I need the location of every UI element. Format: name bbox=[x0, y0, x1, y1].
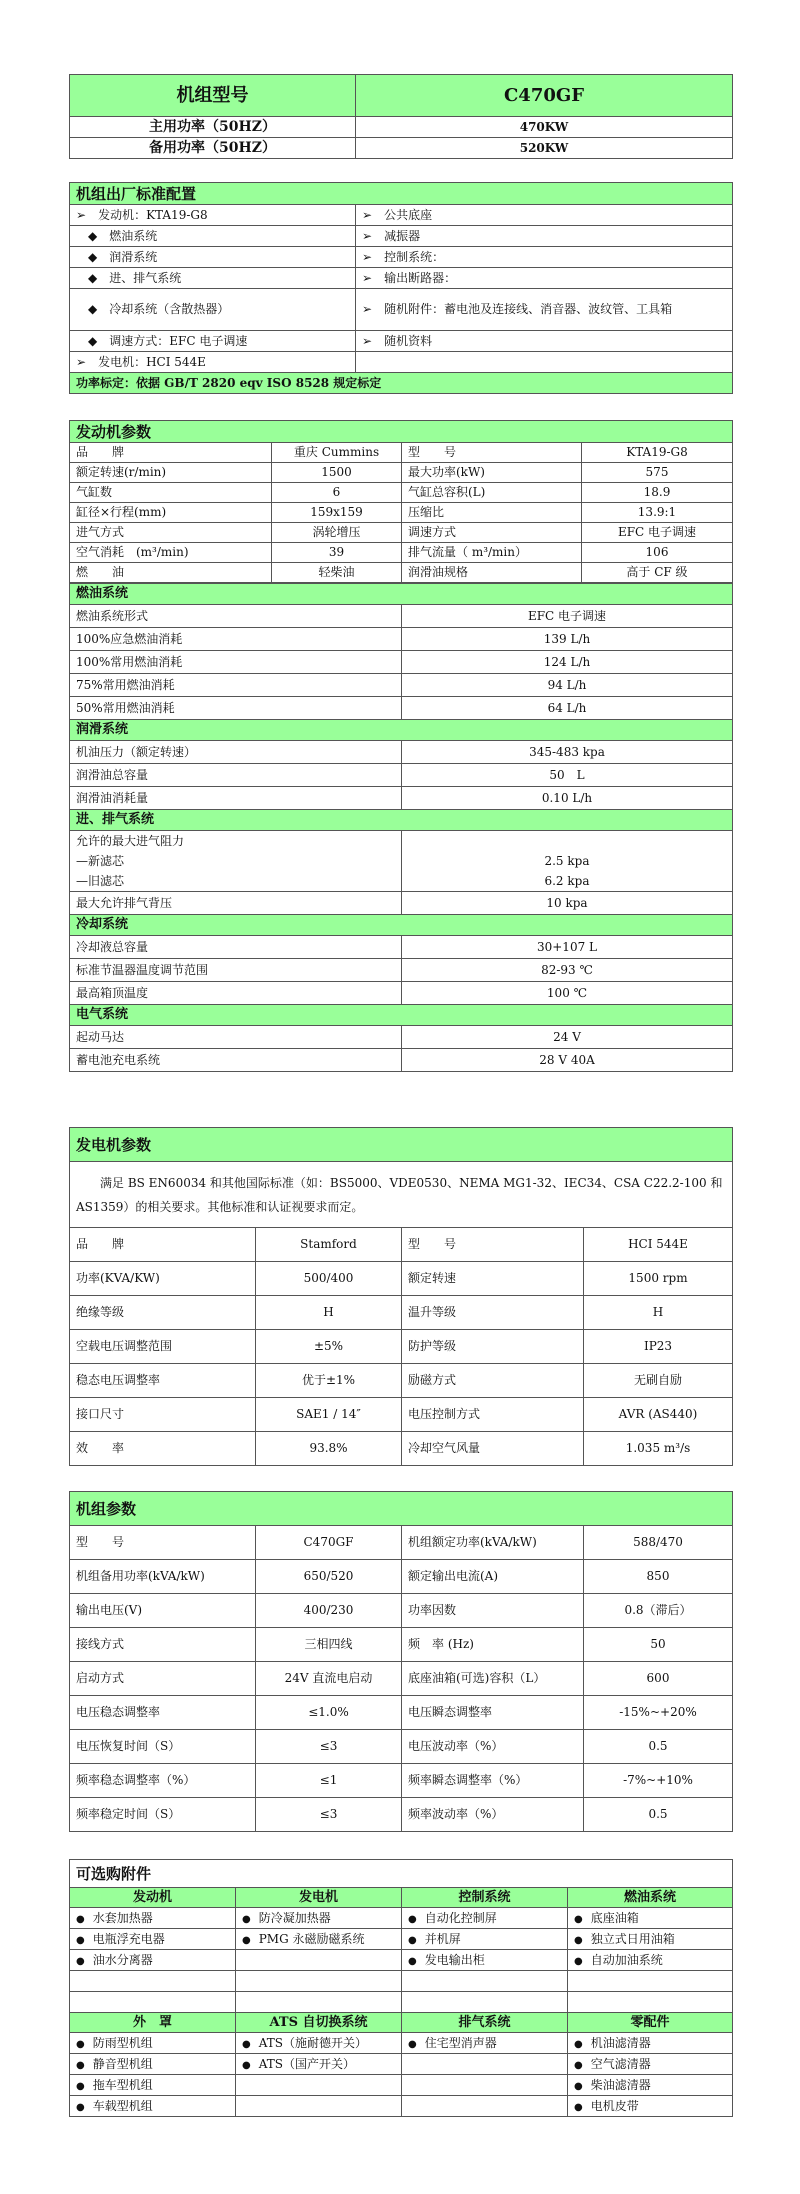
lube-label: 机油压力（额定转速） bbox=[70, 741, 402, 764]
engine-row bbox=[70, 463, 733, 483]
option-item bbox=[568, 2096, 733, 2117]
factory-item: ➢ 控制系统： bbox=[356, 247, 733, 268]
option-item bbox=[236, 1929, 402, 1950]
alt-param-label: 型 号 bbox=[402, 1228, 584, 1262]
alt-param-label: 接口尺寸 bbox=[70, 1398, 256, 1432]
genset-param-value: 0.8（滞后） bbox=[584, 1594, 733, 1628]
bullet-icon: ● bbox=[242, 1934, 251, 1946]
option-item bbox=[70, 2054, 236, 2075]
option-item-label: 电瓶浮充电器 bbox=[92, 1931, 165, 1946]
engine-param-label: 缸径×行程(mm) bbox=[70, 503, 272, 523]
factory-item bbox=[356, 352, 733, 373]
genset-param-value: -15%~+20% bbox=[584, 1696, 733, 1730]
option-item bbox=[236, 2096, 402, 2117]
standby-power-label: 备用功率（50HZ） bbox=[70, 138, 356, 159]
engine-param-label: 空气消耗 (m³/min) bbox=[70, 543, 272, 563]
factory-item: ➢ 减振器 bbox=[356, 226, 733, 247]
options-header: 控制系统 bbox=[402, 1888, 568, 1908]
option-item bbox=[236, 2075, 402, 2096]
fuel-label: 燃油系统形式 bbox=[70, 605, 402, 628]
alt-param-label: 温升等级 bbox=[402, 1296, 584, 1330]
genset-param-value: 600 bbox=[584, 1662, 733, 1696]
bullet-icon: ● bbox=[242, 1913, 251, 1925]
bullet-icon: ● bbox=[76, 1913, 85, 1925]
genset-param-label: 额定输出电流(A) bbox=[402, 1560, 584, 1594]
bullet-icon: ● bbox=[574, 2038, 583, 2050]
cooling-system-title: 冷却系统 bbox=[70, 915, 733, 936]
options-block bbox=[69, 1859, 733, 2117]
factory-item: ➢ 发电机：HCI 544E bbox=[70, 352, 356, 373]
engine-title: 发动机参数 bbox=[70, 421, 733, 443]
factory-item: ◆ 进、排气系统 bbox=[70, 268, 356, 289]
genset-param-label: 电压瞬态调整率 bbox=[402, 1696, 584, 1730]
genset-param-value: 588/470 bbox=[584, 1526, 733, 1560]
bullet-icon: ● bbox=[76, 2059, 85, 2071]
options-header: ATS 自切换系统 bbox=[236, 2013, 402, 2033]
alt-param-label: 绝缘等级 bbox=[70, 1296, 256, 1330]
exhaust-backpressure-label: 最大允许排气背压 bbox=[70, 892, 402, 915]
bullet-icon: ● bbox=[408, 2038, 417, 2050]
intake-restriction-text: 允许的最大进气阻力 bbox=[76, 834, 185, 848]
bullet-icon: ● bbox=[76, 1955, 85, 1967]
engine-param-value: 高于 CF 级 bbox=[582, 563, 733, 583]
power-rating-note: 功率标定：依据 GB/T 2820 eqv ISO 8528 规定标定 bbox=[70, 373, 733, 394]
model-block bbox=[69, 74, 733, 159]
genset-param-value: 24V 直流电启动 bbox=[256, 1662, 402, 1696]
option-item-label: 防雨型机组 bbox=[92, 2035, 153, 2050]
option-item bbox=[236, 1950, 402, 1971]
alt-param-label: 励磁方式 bbox=[402, 1364, 584, 1398]
options-header: 发动机 bbox=[70, 1888, 236, 1908]
alt-param-label: 防护等级 bbox=[402, 1330, 584, 1364]
standby-power-value: 520KW bbox=[356, 138, 733, 159]
bullet-icon: ● bbox=[408, 1955, 417, 1967]
options-header: 零配件 bbox=[568, 2013, 733, 2033]
engine-param-label: 型 号 bbox=[402, 443, 582, 463]
alt-param-value: 1500 rpm bbox=[584, 1262, 733, 1296]
option-item bbox=[402, 2096, 568, 2117]
bullet-icon: ● bbox=[76, 1934, 85, 1946]
options-row bbox=[70, 2075, 733, 2096]
bullet-icon: ● bbox=[76, 2080, 85, 2092]
genset-param-label: 电压波动率（%） bbox=[402, 1730, 584, 1764]
alt-param-value: 500/400 bbox=[256, 1262, 402, 1296]
bullet-icon: ● bbox=[574, 1913, 583, 1925]
old-filter-value: 6.2 kpa bbox=[544, 874, 590, 888]
option-item bbox=[402, 2054, 568, 2075]
alt-param-value: AVR (AS440) bbox=[584, 1398, 733, 1432]
genset-param-value: ≤1.0% bbox=[256, 1696, 402, 1730]
option-item bbox=[70, 1929, 236, 1950]
engine-param-label: 燃 油 bbox=[70, 563, 272, 583]
option-item-label: 机油滤清器 bbox=[590, 2035, 651, 2050]
option-item-label: 静音型机组 bbox=[92, 2056, 153, 2071]
engine-param-value: 13.9:1 bbox=[582, 503, 733, 523]
lube-label: 润滑油消耗量 bbox=[70, 787, 402, 810]
option-item-label: ATS（国产开关） bbox=[258, 2056, 355, 2071]
option-item-label: 车载型机组 bbox=[92, 2098, 153, 2113]
model-value: C470GF bbox=[356, 75, 733, 117]
engine-param-value: 575 bbox=[582, 463, 733, 483]
engine-param-value: 涡轮增压 bbox=[272, 523, 402, 543]
factory-item: ◆ 冷却系统（含散热器） bbox=[70, 289, 356, 331]
engine-param-value: 重庆 Cummins bbox=[272, 443, 402, 463]
factory-config-title: 机组出厂标准配置 bbox=[70, 183, 733, 205]
alt-param-value: Stamford bbox=[256, 1228, 402, 1262]
alt-param-label: 额定转速 bbox=[402, 1262, 584, 1296]
option-item bbox=[402, 1908, 568, 1929]
exhaust-backpressure-value: 10 kpa bbox=[402, 892, 733, 915]
factory-item: ➢ 随机附件：蓄电池及连接线、消音器、波纹管、工具箱 bbox=[356, 289, 733, 331]
cooling-label: 最高箱顶温度 bbox=[70, 982, 402, 1005]
options-row bbox=[70, 1950, 733, 1971]
genset-param-value: 400/230 bbox=[256, 1594, 402, 1628]
options-row bbox=[70, 2033, 733, 2054]
lube-system-title: 润滑系统 bbox=[70, 720, 733, 741]
prime-power-value: 470KW bbox=[356, 117, 733, 138]
cooling-label: 冷却液总容量 bbox=[70, 936, 402, 959]
option-item bbox=[568, 2033, 733, 2054]
option-item bbox=[568, 1929, 733, 1950]
fuel-label: 75%常用燃油消耗 bbox=[70, 674, 402, 697]
cooling-value: 82-93 ℃ bbox=[402, 959, 733, 982]
option-item bbox=[70, 2096, 236, 2117]
bullet-icon: ● bbox=[76, 2101, 85, 2113]
bullet-icon: ● bbox=[574, 1934, 583, 1946]
alt-param-value: SAE1 / 14″ bbox=[256, 1398, 402, 1432]
genset-param-label: 型 号 bbox=[70, 1526, 256, 1560]
bullet-icon: ● bbox=[574, 1955, 583, 1967]
engine-param-label: 最大功率(kW) bbox=[402, 463, 582, 483]
bullet-icon: ● bbox=[242, 2038, 251, 2050]
option-item-label: 电机皮带 bbox=[590, 2098, 639, 2113]
option-item-label: 独立式日用油箱 bbox=[590, 1931, 675, 1946]
option-item bbox=[568, 1950, 733, 1971]
options-title: 可选购附件 bbox=[70, 1860, 733, 1888]
options-header: 燃油系统 bbox=[568, 1888, 733, 1908]
bullet-icon: ● bbox=[574, 2080, 583, 2092]
factory-item: ◆ 润滑系统 bbox=[70, 247, 356, 268]
genset-param-value: ≤3 bbox=[256, 1798, 402, 1832]
engine-param-value: EFC 电子调速 bbox=[582, 523, 733, 543]
engine-row bbox=[70, 563, 733, 583]
genset-param-label: 频率波动率（%） bbox=[402, 1798, 584, 1832]
engine-param-value: 159x159 bbox=[272, 503, 402, 523]
engine-param-value: 106 bbox=[582, 543, 733, 563]
option-item bbox=[236, 1908, 402, 1929]
option-item bbox=[402, 2075, 568, 2096]
electric-value: 24 V bbox=[402, 1026, 733, 1049]
engine-row bbox=[70, 523, 733, 543]
bullet-icon: ● bbox=[242, 2059, 251, 2071]
bullet-icon: ● bbox=[408, 1913, 417, 1925]
alt-param-label: 冷却空气风量 bbox=[402, 1432, 584, 1466]
option-item bbox=[236, 2054, 402, 2075]
genset-param-label: 功率因数 bbox=[402, 1594, 584, 1628]
genset-param-value: 三相四线 bbox=[256, 1628, 402, 1662]
options-header: 排气系统 bbox=[402, 2013, 568, 2033]
alt-param-value: IP23 bbox=[584, 1330, 733, 1364]
genset-param-value: C470GF bbox=[256, 1526, 402, 1560]
new-filter-value: 2.5 kpa bbox=[544, 854, 590, 868]
fuel-label: 100%应急燃油消耗 bbox=[70, 628, 402, 651]
genset-param-value: ≤3 bbox=[256, 1730, 402, 1764]
genset-param-label: 电压稳态调整率 bbox=[70, 1696, 256, 1730]
electric-system-title: 电气系统 bbox=[70, 1005, 733, 1026]
option-item-label: 防冷凝加热器 bbox=[258, 1910, 331, 1925]
lube-label: 润滑油总容量 bbox=[70, 764, 402, 787]
option-item-label: 自动化控制屏 bbox=[424, 1910, 497, 1925]
engine-row bbox=[70, 443, 733, 463]
genset-param-value: 0.5 bbox=[584, 1730, 733, 1764]
prime-power-label: 主用功率（50HZ） bbox=[70, 117, 356, 138]
engine-param-label: 进气方式 bbox=[70, 523, 272, 543]
engine-param-value: 39 bbox=[272, 543, 402, 563]
option-item bbox=[236, 1971, 402, 1992]
genset-param-value: 850 bbox=[584, 1560, 733, 1594]
option-item-label: 拖车型机组 bbox=[92, 2077, 153, 2092]
engine-param-value: 1500 bbox=[272, 463, 402, 483]
engine-block bbox=[69, 420, 733, 1072]
intake-exhaust-title: 进、排气系统 bbox=[70, 810, 733, 831]
bullet-icon: ● bbox=[574, 2059, 583, 2071]
engine-param-label: 气缸总容积(L) bbox=[402, 483, 582, 503]
factory-config-block bbox=[69, 182, 733, 394]
engine-param-label: 调速方式 bbox=[402, 523, 582, 543]
genset-param-label: 输出电压(V) bbox=[70, 1594, 256, 1628]
alt-param-value: HCI 544E bbox=[584, 1228, 733, 1262]
cooling-label: 标准节温器温度调节范围 bbox=[70, 959, 402, 982]
option-item bbox=[70, 2033, 236, 2054]
engine-param-label: 压缩比 bbox=[402, 503, 582, 523]
option-item-label: 油水分离器 bbox=[92, 1952, 153, 1967]
factory-item: ◆ 燃油系统 bbox=[70, 226, 356, 247]
option-item bbox=[236, 2033, 402, 2054]
genset-param-label: 底座油箱(可选)容积（L） bbox=[402, 1662, 584, 1696]
option-item bbox=[568, 1908, 733, 1929]
genset-block bbox=[69, 1491, 733, 1832]
genset-param-label: 机组额定功率(kVA/kW) bbox=[402, 1526, 584, 1560]
bullet-icon: ● bbox=[574, 2101, 583, 2113]
option-item bbox=[70, 1908, 236, 1929]
cooling-value: 30+107 L bbox=[402, 936, 733, 959]
genset-param-label: 接线方式 bbox=[70, 1628, 256, 1662]
model-label: 机组型号 bbox=[70, 75, 356, 117]
options-header: 外 罩 bbox=[70, 2013, 236, 2033]
alternator-description: 满足 BS EN60034 和其他国际标准（如：BS5000、VDE0530、NEMA MG1-32、IEC34、CSA C22.2-100 和 AS1359）的相关要求。其他标准和认证视要求而定。 bbox=[70, 1162, 733, 1228]
engine-row bbox=[70, 483, 733, 503]
alt-param-value: 1.035 m³/s bbox=[584, 1432, 733, 1466]
option-item-label: 水套加热器 bbox=[92, 1910, 153, 1925]
option-item bbox=[568, 2054, 733, 2075]
electric-value: 28 V 40A bbox=[402, 1049, 733, 1072]
option-item bbox=[568, 2075, 733, 2096]
alt-param-label: 品 牌 bbox=[70, 1228, 256, 1262]
genset-param-label: 频率瞬态调整率（%） bbox=[402, 1764, 584, 1798]
option-item bbox=[568, 1971, 733, 1992]
alt-param-value: ±5% bbox=[256, 1330, 402, 1364]
engine-param-label: 排气流量（ m³/min） bbox=[402, 543, 582, 563]
alt-param-label: 功率(KVA/KW) bbox=[70, 1262, 256, 1296]
genset-title: 机组参数 bbox=[70, 1492, 733, 1526]
genset-param-value: -7%~+10% bbox=[584, 1764, 733, 1798]
options-header: 发电机 bbox=[236, 1888, 402, 1908]
alternator-title: 发电机参数 bbox=[70, 1128, 733, 1162]
factory-item: ➢ 随机资料 bbox=[356, 331, 733, 352]
option-item bbox=[70, 1992, 236, 2013]
fuel-system-title: 燃油系统 bbox=[70, 584, 733, 605]
engine-param-label: 品 牌 bbox=[70, 443, 272, 463]
genset-param-label: 电压恢复时间（S） bbox=[70, 1730, 256, 1764]
intake-restriction-values bbox=[402, 831, 733, 892]
engine-param-value: 轻柴油 bbox=[272, 563, 402, 583]
alt-param-label: 空载电压调整范围 bbox=[70, 1330, 256, 1364]
cooling-value: 100 ℃ bbox=[402, 982, 733, 1005]
lube-value: 345-483 kpa bbox=[402, 741, 733, 764]
option-item bbox=[568, 1992, 733, 2013]
electric-label: 起动马达 bbox=[70, 1026, 402, 1049]
genset-param-value: ≤1 bbox=[256, 1764, 402, 1798]
bullet-icon: ● bbox=[76, 2038, 85, 2050]
alt-param-value: 优于±1% bbox=[256, 1364, 402, 1398]
electric-label: 蓄电池充电系统 bbox=[70, 1049, 402, 1072]
fuel-value: 64 L/h bbox=[402, 697, 733, 720]
fuel-value: 124 L/h bbox=[402, 651, 733, 674]
engine-param-label: 额定转速(r/min) bbox=[70, 463, 272, 483]
option-item-label: 自动加油系统 bbox=[590, 1952, 663, 1967]
factory-item: ➢ 发动机：KTA19-G8 bbox=[70, 205, 356, 226]
new-filter-label: —新滤芯 bbox=[76, 854, 125, 868]
options-row bbox=[70, 2096, 733, 2117]
option-item-label: 发电输出柜 bbox=[424, 1952, 485, 1967]
option-item bbox=[70, 1971, 236, 1992]
intake-restriction-label bbox=[70, 831, 402, 892]
option-item-label: 柴油滤清器 bbox=[590, 2077, 651, 2092]
option-item-label: ATS（施耐德开关） bbox=[258, 2035, 367, 2050]
option-item bbox=[402, 2033, 568, 2054]
genset-param-value: 50 bbox=[584, 1628, 733, 1662]
engine-param-value: KTA19-G8 bbox=[582, 443, 733, 463]
alt-param-value: H bbox=[584, 1296, 733, 1330]
old-filter-label: —旧滤芯 bbox=[76, 874, 125, 888]
alt-param-value: H bbox=[256, 1296, 402, 1330]
genset-param-value: 650/520 bbox=[256, 1560, 402, 1594]
genset-param-value: 0.5 bbox=[584, 1798, 733, 1832]
option-item bbox=[236, 1992, 402, 2013]
option-item bbox=[402, 1929, 568, 1950]
option-item-label: PMG 永磁励磁系统 bbox=[258, 1931, 365, 1946]
genset-param-label: 频 率 (Hz) bbox=[402, 1628, 584, 1662]
bullet-icon: ● bbox=[408, 1934, 417, 1946]
genset-param-label: 频率稳定时间（S） bbox=[70, 1798, 256, 1832]
alt-param-value: 93.8% bbox=[256, 1432, 402, 1466]
option-item-label: 住宅型消声器 bbox=[424, 2035, 497, 2050]
fuel-value: 139 L/h bbox=[402, 628, 733, 651]
fuel-label: 50%常用燃油消耗 bbox=[70, 697, 402, 720]
engine-param-value: 6 bbox=[272, 483, 402, 503]
fuel-label: 100%常用燃油消耗 bbox=[70, 651, 402, 674]
option-item-label: 空气滤清器 bbox=[590, 2056, 651, 2071]
factory-item: ➢ 公共底座 bbox=[356, 205, 733, 226]
alt-param-label: 稳态电压调整率 bbox=[70, 1364, 256, 1398]
engine-row bbox=[70, 543, 733, 563]
alt-param-label: 效 率 bbox=[70, 1432, 256, 1466]
engine-param-label: 润滑油规格 bbox=[402, 563, 582, 583]
options-row bbox=[70, 1929, 733, 1950]
engine-row bbox=[70, 503, 733, 523]
genset-param-label: 频率稳态调整率（%） bbox=[70, 1764, 256, 1798]
alt-param-value: 无刷自励 bbox=[584, 1364, 733, 1398]
fuel-value: 94 L/h bbox=[402, 674, 733, 697]
fuel-value: EFC 电子调速 bbox=[402, 605, 733, 628]
genset-param-label: 机组备用功率(kVA/kW) bbox=[70, 1560, 256, 1594]
alt-param-label: 电压控制方式 bbox=[402, 1398, 584, 1432]
engine-param-value: 18.9 bbox=[582, 483, 733, 503]
engine-param-label: 气缸数 bbox=[70, 483, 272, 503]
option-item bbox=[402, 1992, 568, 2013]
lube-value: 50 L bbox=[402, 764, 733, 787]
genset-param-label: 启动方式 bbox=[70, 1662, 256, 1696]
options-row bbox=[70, 2054, 733, 2075]
option-item bbox=[70, 1950, 236, 1971]
options-row bbox=[70, 1908, 733, 1929]
factory-item: ➢ 输出断路器： bbox=[356, 268, 733, 289]
lube-value: 0.10 L/h bbox=[402, 787, 733, 810]
options-row bbox=[70, 1971, 733, 1992]
option-item bbox=[402, 1971, 568, 1992]
option-item bbox=[402, 1950, 568, 1971]
options-row bbox=[70, 1992, 733, 2013]
alternator-block bbox=[69, 1127, 733, 1466]
option-item-label: 并机屏 bbox=[424, 1931, 461, 1946]
factory-item: ◆ 调速方式：EFC 电子调速 bbox=[70, 331, 356, 352]
option-item-label: 底座油箱 bbox=[590, 1910, 639, 1925]
option-item bbox=[70, 2075, 236, 2096]
